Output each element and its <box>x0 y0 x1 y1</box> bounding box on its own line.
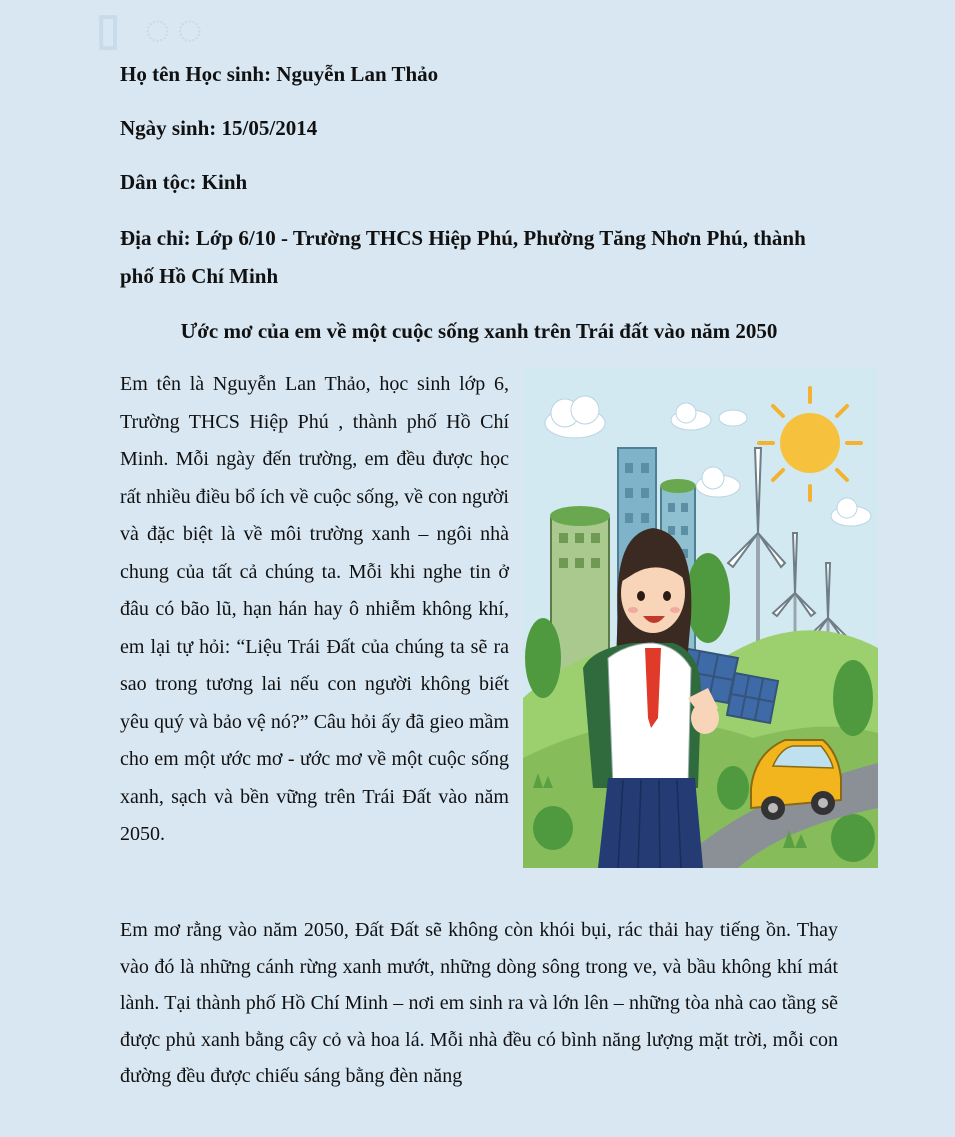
essay-title: Ước mơ của em về một cuộc sống xanh trên Trái đất vào năm 2050 <box>180 319 778 343</box>
green-city-illustration-icon <box>523 368 878 868</box>
essay-paragraph-1: Em tên là Nguyễn Lan Thảo, học sinh lớp 6, Trường THCS Hiệp Phú , thành phố Hồ Chí Minh. Mỗi ngày đến trường, em đều được học rất nhiều điều bổ ích về cuộc sống, về con người và đặc biệt là về môi trường xanh – ngôi nhà chung của tất cả chúng ta. Mỗi khi nghe tin ở đâu có bão lũ, hạn hán hay ô nhiễm không khí, em lại tự hỏi: “Liệu Trái Đất của chúng ta sẽ ra sao trong tương lai nếu con người không biết yêu quý và bảo vệ nó?” Câu hỏi ấy đã gieo mầm cho em một ước mơ - ước mơ về một cuộc sống xanh, sạch và bền vững trên Trái Đất vào năm 2050. <box>120 373 509 845</box>
student-name: Họ tên Học sinh: Nguyễn Lan Thảo <box>120 62 439 86</box>
watermark-icon: ▯ ◌◌ <box>96 5 209 54</box>
essay-paragraph-2: Em mơ rằng vào năm 2050, Đất Đất sẽ không còn khói bụi, rác thải hay tiếng ồn. Thay vào đó là những cánh rừng xanh mướt, những dòng sông trong ve, và bầu không khí mát lành. Tại thành phố Hồ Chí Minh – nơi em sinh ra và lớn lên – những tòa nhà cao tầng sẽ được phủ xanh bằng cây cỏ và hoa lá. Mỗi nhà đều có bình năng lượng mặt trời, mỗi con đường đều được chiếu sáng bằng đèn năng <box>120 919 838 1087</box>
address: Địa chỉ: Lớp 6/10 - Trường THCS Hiệp Phú, Phường Tăng Nhơn Phú, thành phố Hồ Chí Minh <box>120 226 806 288</box>
date-of-birth: Ngày sinh: 15/05/2014 <box>120 116 318 140</box>
ethnicity: Dân tộc: Kinh <box>120 170 248 194</box>
